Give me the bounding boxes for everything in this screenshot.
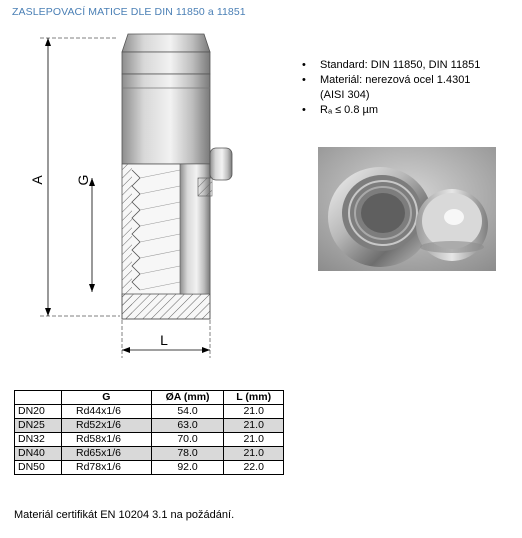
cell-l: 22.0 [224, 461, 284, 475]
page-title: ZASLEPOVACÍ MATICE DLE DIN 11850 a 11851 [12, 6, 246, 18]
cell-g: Rd44x1/6 [62, 405, 152, 419]
cap-nut-profile [122, 34, 232, 319]
cell-l: 21.0 [224, 433, 284, 447]
spec-list [300, 58, 480, 118]
cell-dn: DN25 [15, 419, 62, 433]
cell-g: Rd65x1/6 [62, 447, 152, 461]
cell-a: 78.0 [151, 447, 224, 461]
bullet-icon: • [302, 59, 306, 71]
cell-l: 21.0 [224, 447, 284, 461]
product-photo [318, 147, 496, 271]
dimension-label-a: A [29, 175, 45, 185]
cell-dn: DN50 [15, 461, 62, 475]
bullet-icon: • [302, 74, 306, 86]
column-header: G [62, 391, 152, 405]
table-row [15, 461, 284, 475]
cell-dn: DN40 [15, 447, 62, 461]
cell-a: 92.0 [151, 461, 224, 475]
cell-a: 63.0 [151, 419, 224, 433]
table-row [15, 433, 284, 447]
table-row [15, 405, 284, 419]
column-header: ØA (mm) [151, 391, 224, 405]
certificate-note: Materiál certifikát EN 10204 3.1 na požádání. [14, 509, 235, 521]
dimension-label-g: G [75, 174, 91, 186]
spec-item: • Rₐ ≤ 0.8 µm [302, 104, 379, 116]
bullet-icon: • [302, 104, 306, 116]
technical-drawing [0, 20, 300, 365]
column-header [15, 391, 62, 405]
dimension-g [75, 175, 95, 292]
spec-item: (AISI 304) [320, 89, 370, 101]
cell-dn: DN32 [15, 433, 62, 447]
cell-g: Rd58x1/6 [62, 433, 152, 447]
dimensions-table [14, 390, 284, 475]
cell-dn: DN20 [15, 405, 62, 419]
cell-g: Rd52x1/6 [62, 419, 152, 433]
spec-item: • Materiál: nerezová ocel 1.4301 [302, 74, 471, 86]
column-header: L (mm) [224, 391, 284, 405]
table-row [15, 447, 284, 461]
table-row [15, 419, 284, 433]
cell-a: 54.0 [151, 405, 224, 419]
dimension-label-l: L [160, 332, 168, 348]
cell-g: Rd78x1/6 [62, 461, 152, 475]
cell-a: 70.0 [151, 433, 224, 447]
cell-l: 21.0 [224, 405, 284, 419]
cell-l: 21.0 [224, 419, 284, 433]
table-header-row [15, 391, 284, 405]
dimension-l [122, 320, 210, 358]
spec-item: • Standard: DIN 11850, DIN 11851 [302, 59, 481, 71]
